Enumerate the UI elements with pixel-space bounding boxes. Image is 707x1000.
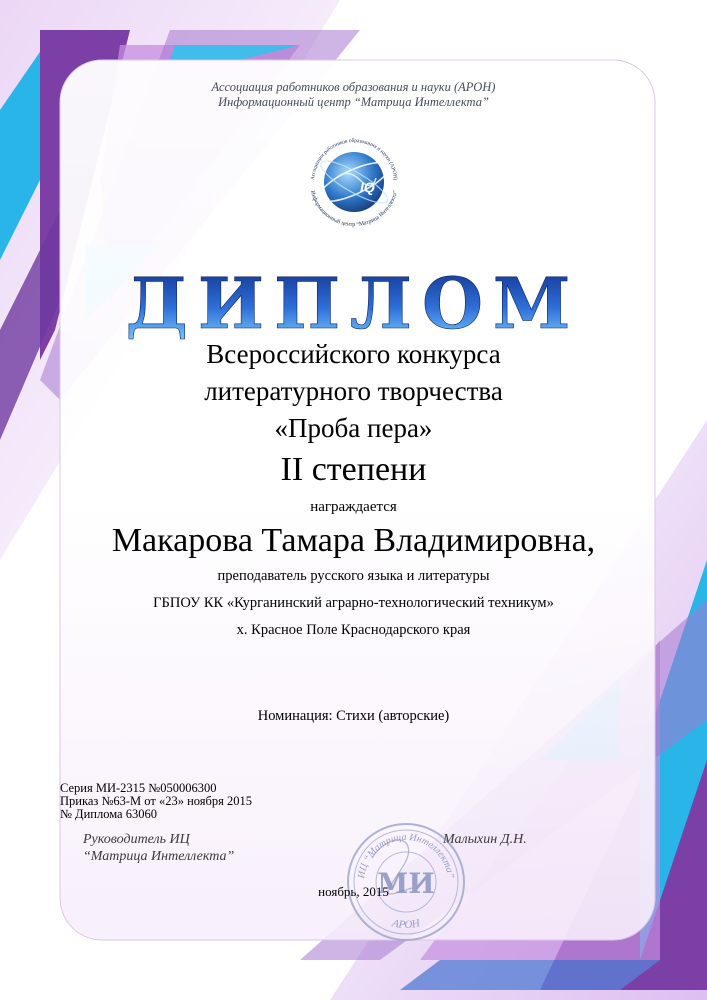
contest-line-3: «Проба пера» — [274, 413, 433, 443]
logo-ring-bottom: Информационный центр “Матрица Интеллекта” — [308, 189, 400, 229]
logo-mark: IQ — [360, 179, 375, 195]
org-logo — [300, 128, 408, 236]
recipient-location: х. Красное Поле Краснодарского края — [236, 622, 471, 638]
series-number: Серия МИ-2315 №050006300 — [60, 781, 217, 795]
svg-text:АРОН — [390, 917, 422, 931]
stripe-blue-bottom — [400, 960, 660, 990]
logo-ring-top: Ассоциация работников образования и науки (АРОН) — [310, 137, 398, 181]
recipient-institution: ГБПОУ КК «Курганинский аграрно-технологический техникум» — [153, 595, 554, 611]
signature-role-1: Руководитель ИЦ — [83, 832, 190, 847]
globe-icon — [300, 128, 408, 236]
signature-role-2: “Матрица Интеллекта” — [83, 849, 235, 864]
signature-name: Малыхин Д.Н. — [443, 832, 527, 847]
degree: II степени — [280, 451, 427, 488]
nomination: Номинация: Стихи (авторские) — [257, 708, 450, 724]
issue-date: ноябрь, 2015 — [318, 884, 389, 899]
contest-line-1: Всероссийского конкурса — [206, 339, 501, 369]
recipient-name: Макарова Тамара Владимировна, — [111, 522, 596, 559]
awarded-label: награждается — [310, 499, 397, 515]
contest-line-2: литературного творчества — [204, 376, 503, 406]
stamp-ring-bottom: АРОН — [390, 917, 422, 932]
org-line-1: Ассоциация работников образования и науки (АРОН) — [211, 80, 496, 94]
diploma-number: № Диплома 63060 — [60, 807, 157, 821]
stamp-center: МИ — [377, 867, 435, 900]
order-number: Приказ №63-М от «23» ноября 2015 — [60, 794, 253, 808]
diploma-title: ДИПЛОМ — [125, 262, 581, 342]
diploma-title-block — [0, 262, 707, 342]
recipient-position: преподаватель русского языка и литературы — [217, 568, 490, 584]
org-line-2: Информационный центр “Матрица Интеллекта” — [218, 95, 489, 109]
stamp-ring-top: ИЦ “Матрица Интеллекта” — [356, 831, 456, 880]
